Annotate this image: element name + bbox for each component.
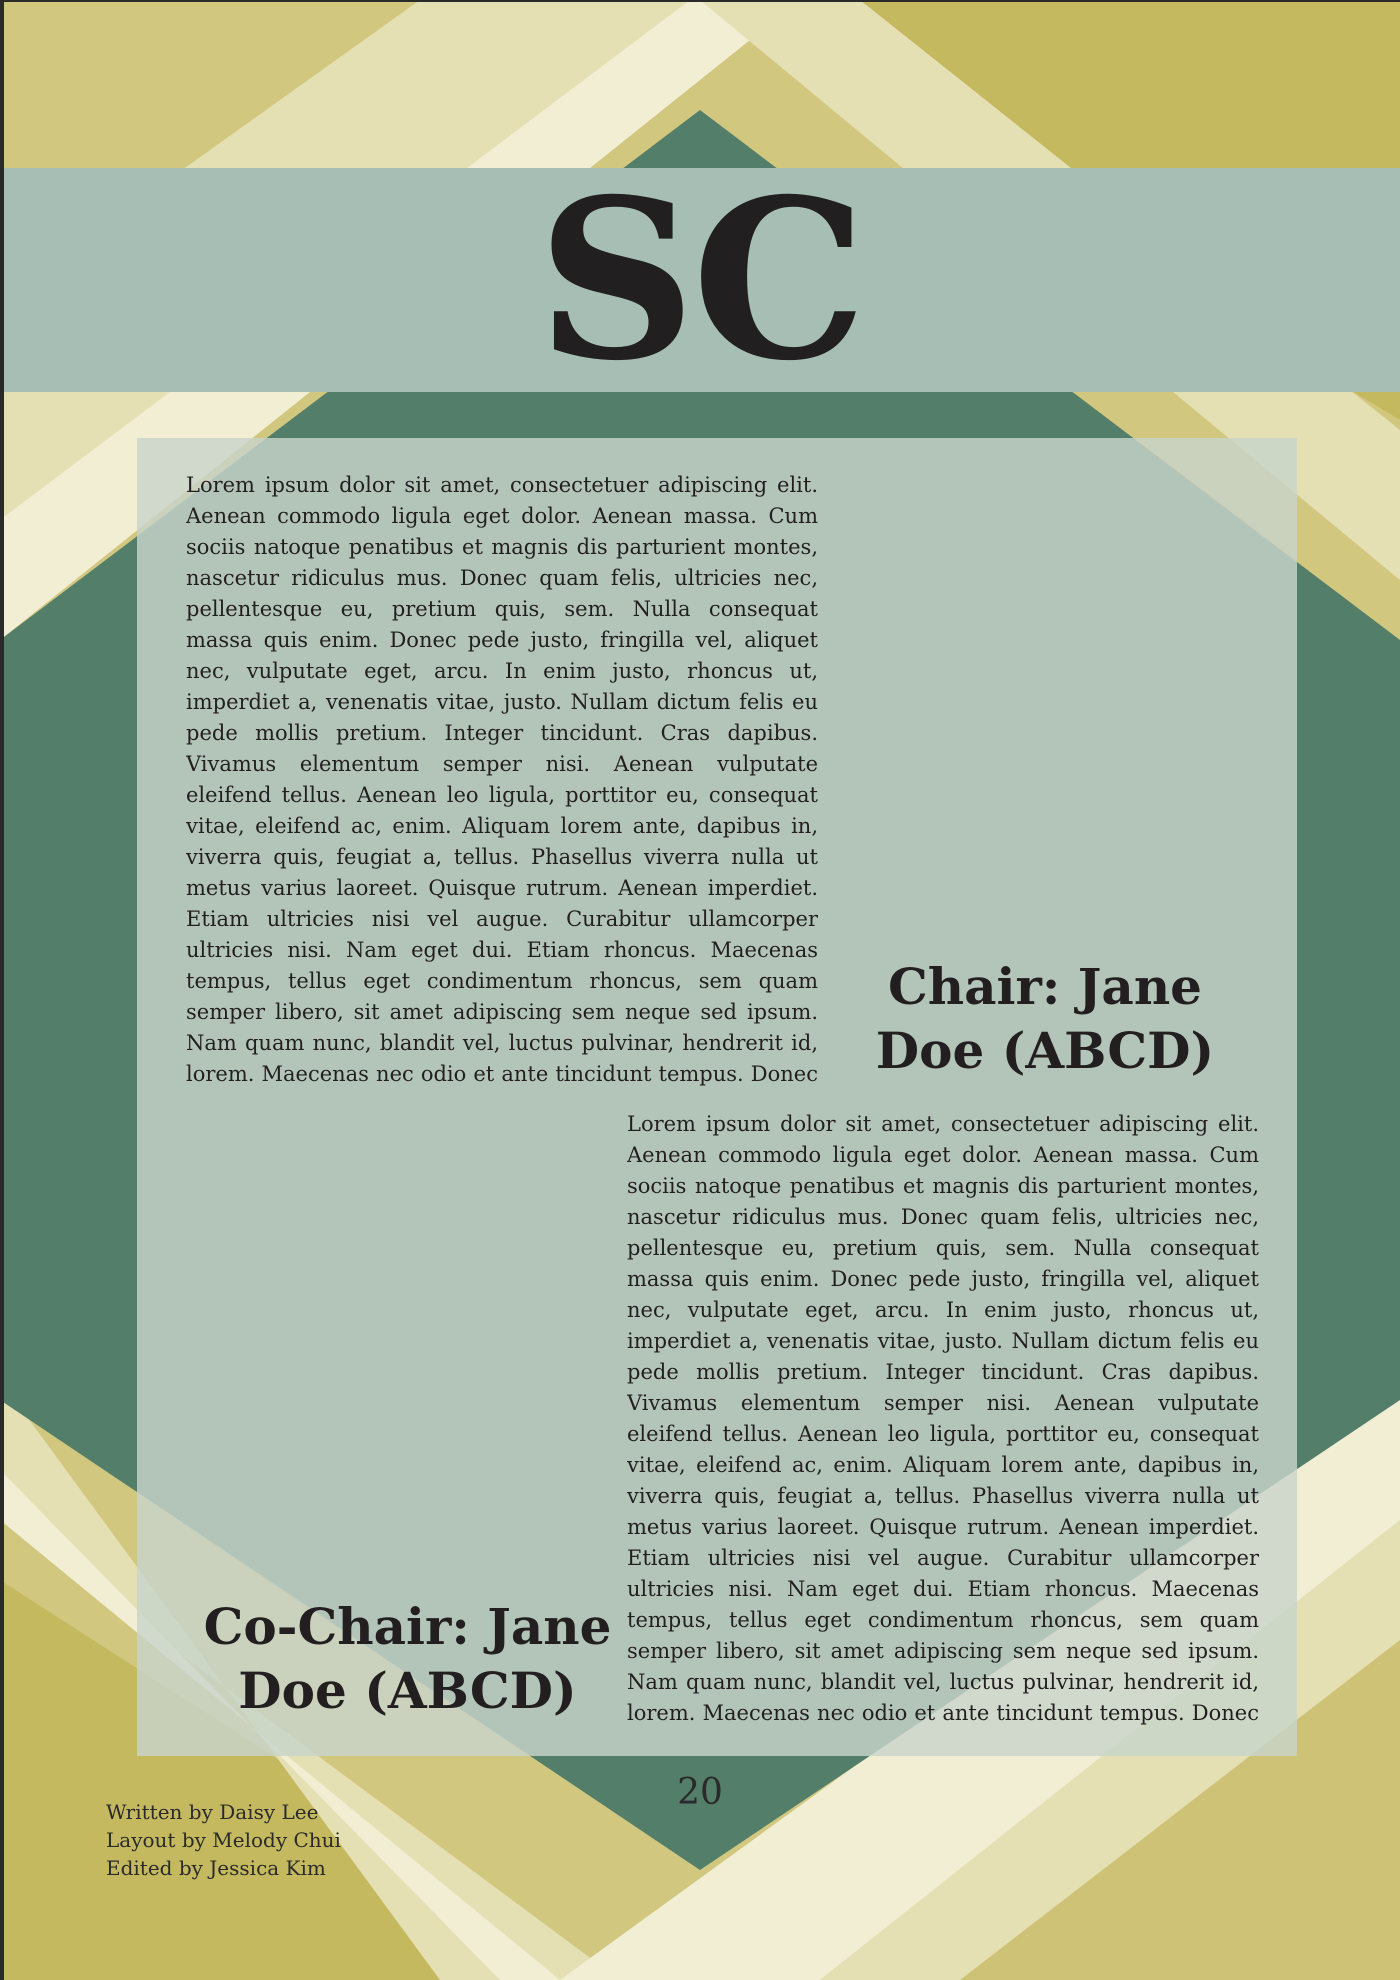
- article-column-1: Lorem ipsum dolor sit amet, consectetuer adipiscing elit. Aenean commodo ligula eget dolor. Aenean massa. Cum sociis natoque penatibus et magnis dis parturient montes, nascetur ridiculus mus. Donec quam felis, ultricies nec, pellentesque eu, pretium quis, sem. Nulla consequat massa quis enim. Donec pede justo, fringilla vel, aliquet nec, vulputate eget, arcu. In enim justo, rhoncus ut, imperdiet a, venenatis vitae, justo. Nullam dictum felis eu pede mollis pretium. Integer tincidunt. Cras dapibus. Vivamus elementum semper nisi. Aenean vulputate eleifend tellus. Aenean leo ligula, porttitor eu, consequat vitae, eleifend ac, enim. Aliquam lorem ante, dapibus in, viverra quis, feugiat a, tellus. Phasellus viverra nulla ut metus varius laoreet. Quisque rutrum. Aenean imperdiet. Etiam ultricies nisi vel augue. Curabitur ullamcorper ultricies nisi. Nam eget dui. Etiam rhoncus. Maecenas tempus, tellus eget condimentum rhoncus, sem quam semper libero, sit amet adipiscing sem neque sed ipsum. Nam quam nunc, blandit vel, luctus pulvinar, hendrerit id, lorem. Maecenas nec odio et ante tincidunt tempus. Donec: [186, 473, 818, 1086]
- page-title: SC: [537, 150, 863, 409]
- credits: [106, 1798, 341, 1882]
- credit-editor: Edited by Jessica Kim: [106, 1856, 326, 1880]
- page-number: 20: [677, 1772, 723, 1813]
- article-column-2: Lorem ipsum dolor sit amet, consectetuer adipiscing elit. Aenean commodo ligula eget dolor. Aenean massa. Cum sociis natoque penatibus et magnis dis parturient montes, nascetur ridiculus mus. Donec quam felis, ultricies nec, pellentesque eu, pretium quis, sem. Nulla consequat massa quis enim. Donec pede justo, fringilla vel, aliquet nec, vulputate eget, arcu. In enim justo, rhoncus ut, imperdiet a, venenatis vitae, justo. Nullam dictum felis eu pede mollis pretium. Integer tincidunt. Cras dapibus. Vivamus elementum semper nisi. Aenean vulputate eleifend tellus. Aenean leo ligula, porttitor eu, consequat vitae, eleifend ac, enim. Aliquam lorem ante, dapibus in, viverra quis, feugiat a, tellus. Phasellus viverra nulla ut metus varius laoreet. Quisque rutrum. Aenean imperdiet. Etiam ultricies nisi vel augue. Curabitur ullamcorper ultricies nisi. Nam eget dui. Etiam rhoncus. Maecenas tempus, tellus eget condimentum rhoncus, sem quam semper libero, sit amet adipiscing sem neque sed ipsum. Nam quam nunc, blandit vel, luctus pulvinar, hendrerit id, lorem. Maecenas nec odio et ante tincidunt tempus. Donec: [627, 1112, 1259, 1725]
- credit-layout: Layout by Melody Chui: [106, 1828, 341, 1852]
- chair-heading: Chair: Jane Doe (ABCD): [875, 957, 1215, 1080]
- cochair-heading: Co-Chair: Jane Doe (ABCD): [203, 1597, 612, 1720]
- credit-writer: Written by Daisy Lee: [106, 1800, 319, 1824]
- top-rule: [0, 0, 1400, 2]
